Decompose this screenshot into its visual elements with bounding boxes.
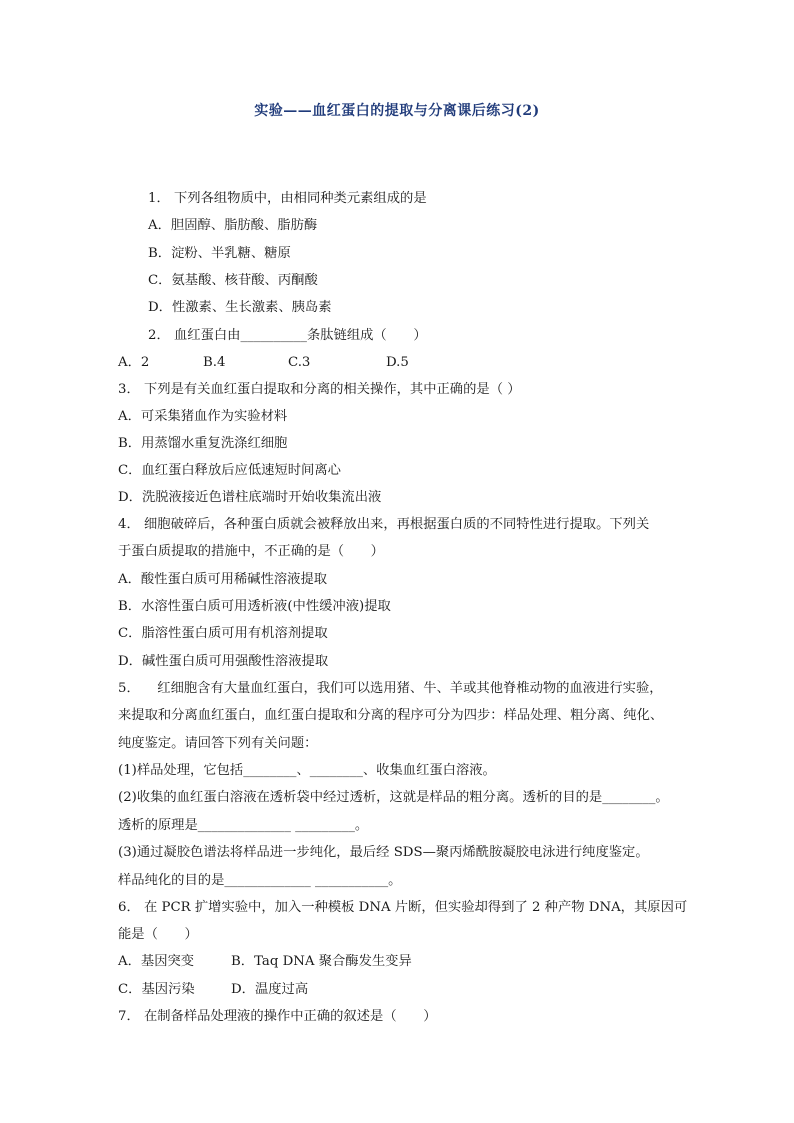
option-q3-d: D．洗脱液接近色谱柱底端时开始收集流出液	[118, 490, 382, 505]
option-q1-c: C．氨基酸、核苷酸、丙酮酸	[148, 273, 318, 288]
question-7: 7． 在制备样品处理液的操作中正确的叙述是（ ）	[118, 1009, 437, 1024]
option-q1-a: A．胆固醇、脂肪酸、脂肪酶	[148, 218, 318, 233]
option-q4-a: A．酸性蛋白质可用稀碱性溶液提取	[118, 572, 328, 587]
question-5-line-3: 纯度鉴定。请回答下列有关问题：	[118, 736, 318, 751]
page-title: 实验——血红蛋白的提取与分离课后练习(2)	[254, 103, 540, 119]
question-4-line-2: 于蛋白质提取的措施中，不正确的是（ ）	[118, 544, 384, 559]
option-q2-c: C.3	[288, 355, 311, 370]
question-5-part-3-cont: 样品纯化的目的是_____________ ___________。	[118, 873, 402, 888]
option-q4-b: B．水溶性蛋白质可用透析液(中性缓冲液)提取	[118, 599, 391, 614]
option-q3-a: A．可采集猪血作为实验材料	[118, 409, 288, 424]
question-5-part-1: (1)样品处理，它包括________、________、收集血红蛋白溶液。	[118, 763, 496, 778]
option-q6-b: B．Taq DNA 聚合酶发生变异	[231, 954, 412, 969]
option-q3-c: C．血红蛋白释放后应低速短时间离心	[118, 463, 341, 478]
question-1: 1． 下列各组物质中，由相同种类元素组成的是	[148, 191, 427, 206]
question-5-part-3: (3)通过凝胶色谱法将样品进一步纯化，最后经 SDS—聚丙烯酰胺凝胶电泳进行纯度鉴定。	[118, 845, 649, 860]
option-q6-d: D．温度过高	[231, 982, 309, 997]
question-5-line-2: 来提取和分离血红蛋白，血红蛋白提取和分离的程序可分为四步：样品处理、粗分离、纯化、	[118, 708, 664, 723]
option-q2-a: A．2	[118, 355, 150, 370]
option-q4-d: D．碱性蛋白质可用强酸性溶液提取	[118, 654, 329, 669]
option-q2-d: D.5	[386, 355, 409, 370]
option-q3-b: B．用蒸馏水重复洗涤红细胞	[118, 436, 288, 451]
option-q2-b: B.4	[203, 355, 226, 370]
question-3: 3． 下列是有关血红蛋白提取和分离的相关操作，其中正确的是（ ）	[118, 382, 521, 397]
question-5-part-2: (2)收集的血红蛋白溶液在透析袋中经过透析，这就是样品的粗分离。透析的目的是________。	[118, 790, 669, 805]
question-2: 2． 血红蛋白由__________条肽链组成（ ）	[148, 328, 427, 343]
question-4-line-1: 4． 细胞破碎后，各种蛋白质就会被释放出来，再根据蛋白质的不同特性进行提取。下列关	[118, 517, 650, 532]
question-5-line-1: 5． 红细胞含有大量血红蛋白，我们可以选用猪、牛、羊或其他脊椎动物的血液进行实验，	[118, 681, 663, 696]
question-6-line-1: 6． 在 PCR 扩增实验中，加入一种模板 DNA 片断，但实验却得到了 2 种产物 DNA，其原因可	[118, 900, 688, 915]
option-q4-c: C．脂溶性蛋白质可用有机溶剂提取	[118, 626, 328, 641]
question-6-line-2: 能是（ ）	[118, 927, 198, 942]
question-5-part-2-cont: 透析的原理是______________ _________。	[118, 818, 369, 833]
option-q6-a: A．基因突变	[118, 954, 195, 969]
option-q1-b: B．淀粉、半乳糖、糖原	[148, 246, 291, 261]
option-q6-c: C．基因污染	[118, 982, 195, 997]
option-q1-d: D．性激素、生长激素、胰岛素	[148, 300, 332, 315]
